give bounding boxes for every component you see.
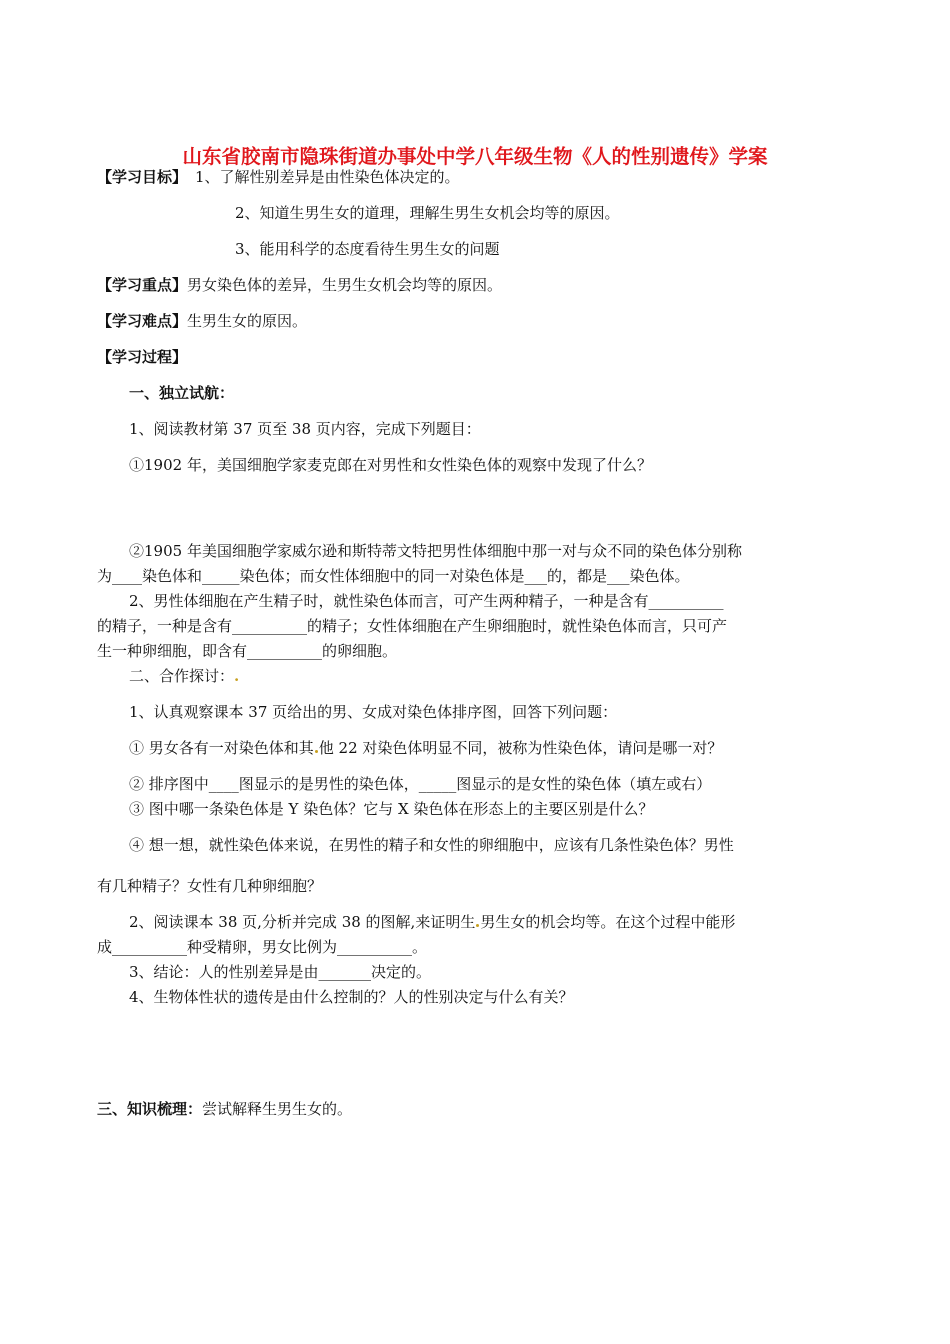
- section2-q1b: ② 排序图中____图显示的是男性的染色体，_____图显示的是女性的染色体（填左或右）: [129, 775, 712, 793]
- marker-dot: [315, 750, 318, 753]
- objective-item-3: 3、能用科学的态度看待生男生女的问题: [235, 240, 500, 258]
- section1-q1a: ①1902 年，美国细胞学家麦克郎在对男性和女性染色体的观察中发现了什么？: [129, 456, 652, 474]
- objective-item-1: 1、了解性别差异是由性染色体决定的。: [195, 168, 460, 186]
- section2-q2-line1-part2: 男生女的机会均等。在这个过程中能形: [480, 913, 736, 931]
- section2-q1a-part1: ① 男女各有一对染色体和其: [129, 739, 314, 757]
- section1-q1b-line2: 为____染色体和_____染色体；而女性体细胞中的同一对染色体是___的，都是___染色体。: [97, 567, 690, 585]
- section1-q1b-line1: ②1905 年美国细胞学家威尔逊和斯特蒂文特把男性体细胞中那一对与众不同的染色体分别称: [129, 542, 742, 560]
- difficulties-label: 【学习难点】: [97, 312, 188, 330]
- section2-q4: 4、生物体性状的遗传是由什么控制的？人的性别决定与什么有关？: [129, 988, 574, 1006]
- process-label: 【学习过程】: [97, 348, 188, 366]
- objective-item-2: 2、知道生男生女的道理，理解生男生女机会均等的原因。: [235, 204, 620, 222]
- section2-q3: 3、结论：人的性别差异是由_______决定的。: [129, 963, 432, 981]
- difficulties-text: 生男生女的原因。: [187, 312, 308, 330]
- objectives-row-1: [97, 167, 460, 187]
- section3-heading: 三、知识梳理：: [97, 1100, 203, 1118]
- section2-q1a-part2: 他 22 对染色体明显不同，被称为性染色体，请问是哪一对？: [318, 739, 723, 757]
- section3-row: [97, 1099, 352, 1119]
- marker-dot: [476, 924, 479, 927]
- key-points-row: [97, 275, 502, 295]
- section3-text: 尝试解释生男生女的。: [202, 1100, 353, 1118]
- section2-q1: 1、认真观察课本 37 页给出的男、女成对染色体排序图，回答下列问题：: [129, 703, 618, 721]
- section2-heading-row: [129, 666, 239, 686]
- marker-dot: .: [234, 667, 240, 685]
- section2-q1d-line2: 有几种精子？女性有几种卵细胞？: [97, 877, 323, 895]
- objectives-label: 【学习目标】: [97, 168, 188, 186]
- section1-q1: 1、阅读教材第 37 页至 38 页内容，完成下列题目：: [129, 420, 481, 438]
- section2-heading: 二、合作探讨：: [129, 667, 235, 685]
- section2-q1a-row: [129, 738, 722, 758]
- key-points-label: 【学习重点】: [97, 276, 188, 294]
- section2-q1d-line1: ④ 想一想，就性染色体来说，在男性的精子和女性的卵细胞中，应该有几条性染色体？男性: [129, 836, 734, 854]
- key-points-text: 男女染色体的差异，生男生女机会均等的原因。: [187, 276, 503, 294]
- section2-q2-line1-row: [129, 912, 735, 932]
- difficulties-row: [97, 311, 307, 331]
- section2-q1c: ③ 图中哪一条染色体是 Y 染色体？它与 X 染色体在形态上的主要区别是什么？: [129, 800, 654, 818]
- section1-q2-line3: 生一种卵细胞，即含有__________的卵细胞。: [97, 642, 398, 660]
- section1-q2-line1: 2、男性体细胞在产生精子时，就性染色体而言，可产生两种精子，一种是含有__________: [129, 592, 724, 610]
- section2-q2-line2: 成__________种受精卵，男女比例为__________。: [97, 938, 428, 956]
- section2-q2-line1-part1: 2、阅读课本 38 页,分析并完成 38 的图解,来证明生: [129, 913, 476, 931]
- section1-q2-line2: 的精子，一种是含有__________的精子；女性体细胞在产生卵细胞时，就性染色体而言，只可产: [97, 617, 728, 635]
- section1-heading: 一、独立试航：: [129, 384, 235, 402]
- page-title: 山东省胶南市隐珠街道办事处中学八年级生物《人的性别遗传》学案: [182, 145, 768, 168]
